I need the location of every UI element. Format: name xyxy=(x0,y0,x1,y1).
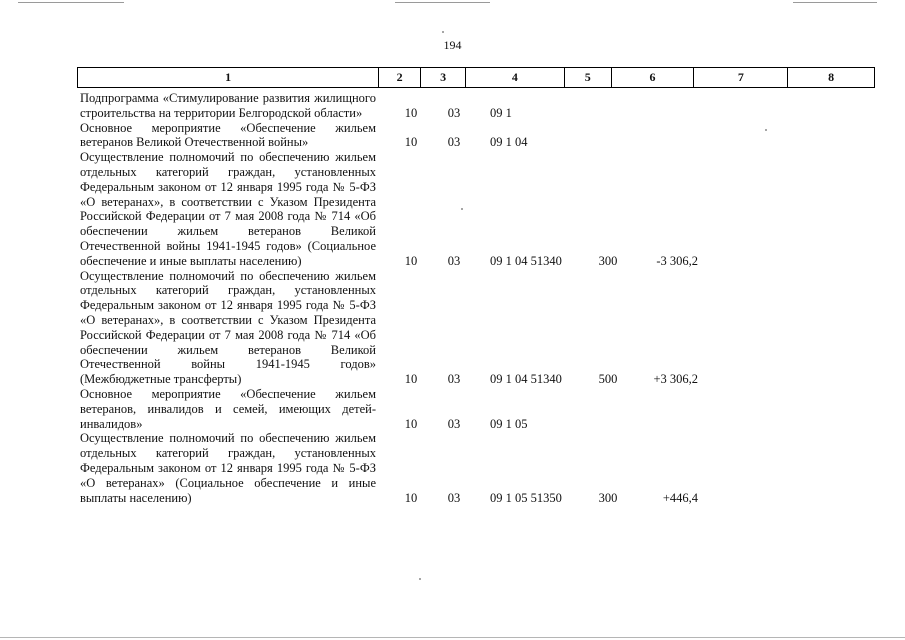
header-col-4: 4 xyxy=(466,68,565,87)
table-row xyxy=(80,150,870,268)
row-csr: 09 1 04 xyxy=(490,135,528,150)
row-name: Осуществление полномочий по обеспечению жильем отдельных категорий граждан, установленных Федеральным законом от 12 января 1995 года № 5-ФЗ «О ветеранах», в соответствии с Указом Президента Российской Федерации от 7 мая 2008 года № 714 «Об обеспечении жильем ветеранов Великой Отечественной войны 1941-1945 годов» (Межбюджетные трансферты) xyxy=(80,268,376,387)
scan-speck xyxy=(419,578,421,580)
row-amount: +3 306,2 xyxy=(653,372,698,387)
row-name: Основное мероприятие «Обеспечение жильем ветеранов Великой Отечественной войны» xyxy=(80,120,376,150)
row-csr: 09 1 04 51340 xyxy=(490,253,562,268)
header-col-5: 5 xyxy=(565,68,612,87)
row-podrazdel: 03 xyxy=(447,135,461,150)
row-amount: +446,4 xyxy=(662,490,698,505)
header-col-8: 8 xyxy=(828,70,835,84)
scan-edge-bottom xyxy=(0,637,905,638)
row-razdel: 10 xyxy=(404,135,418,150)
header-col-3: 3 xyxy=(421,68,466,87)
page-number: 194 xyxy=(443,38,462,52)
row-podrazdel: 03 xyxy=(447,105,461,120)
header-col-6: 6 xyxy=(612,68,695,87)
row-razdel: 10 xyxy=(404,253,418,268)
row-razdel: 10 xyxy=(404,105,418,120)
row-name: Подпрограмма «Стимулирование развития жилищного строительства на территории Белгородской области» xyxy=(80,91,376,120)
table-row xyxy=(80,121,870,151)
row-name: Основное мероприятие «Обеспечение жильем ветеранов, инвалидов и семей, имеющих детей-инвалидов» xyxy=(80,386,376,431)
header-col-2: 2 xyxy=(379,68,421,87)
table-header xyxy=(77,67,875,88)
row-name: Осуществление полномочий по обеспечению жильем отдельных категорий граждан, установленных Федеральным законом от 12 января 1995 года № 5-ФЗ «О ветеранах», в соответствии с Указом Президента Российской Федерации от 7 мая 2008 года № 714 «Об обеспечении жильем ветеранов Великой Отечественной войны 1941-1945 годов» (Социальное обеспечение и иные выплаты населению) xyxy=(80,150,376,268)
scan-edge-top-left xyxy=(18,2,124,3)
table-row xyxy=(80,91,870,121)
scan-speck xyxy=(442,31,444,33)
row-vr: 500 xyxy=(598,372,618,387)
row-podrazdel: 03 xyxy=(447,253,461,268)
row-amount: -3 306,2 xyxy=(656,253,698,268)
row-name: Осуществление полномочий по обеспечению жильем отдельных категорий граждан, установленных Федеральным законом от 12 января 1995 года № 5-ФЗ «О ветеранах» (Социальное обеспечение и иные выплаты населению) xyxy=(80,431,376,505)
row-csr: 09 1 05 51350 xyxy=(490,490,562,505)
header-col-7: 7 xyxy=(694,68,788,87)
row-razdel: 10 xyxy=(404,490,418,505)
table-row xyxy=(80,269,870,387)
scan-edge-top-right xyxy=(793,2,877,3)
scan-edge-top-mid xyxy=(395,2,490,3)
row-podrazdel: 03 xyxy=(447,416,461,431)
header-col-1: 1 xyxy=(78,68,379,87)
table-row xyxy=(80,387,870,431)
row-razdel: 10 xyxy=(404,372,418,387)
row-vr: 300 xyxy=(598,490,618,505)
row-podrazdel: 03 xyxy=(447,372,461,387)
table-row xyxy=(80,431,870,505)
table-body xyxy=(80,91,870,505)
row-podrazdel: 03 xyxy=(447,490,461,505)
row-csr: 09 1 04 51340 xyxy=(490,372,562,387)
row-vr: 300 xyxy=(598,253,618,268)
row-csr: 09 1 05 xyxy=(490,416,528,431)
row-razdel: 10 xyxy=(404,416,418,431)
row-csr: 09 1 xyxy=(490,105,512,120)
